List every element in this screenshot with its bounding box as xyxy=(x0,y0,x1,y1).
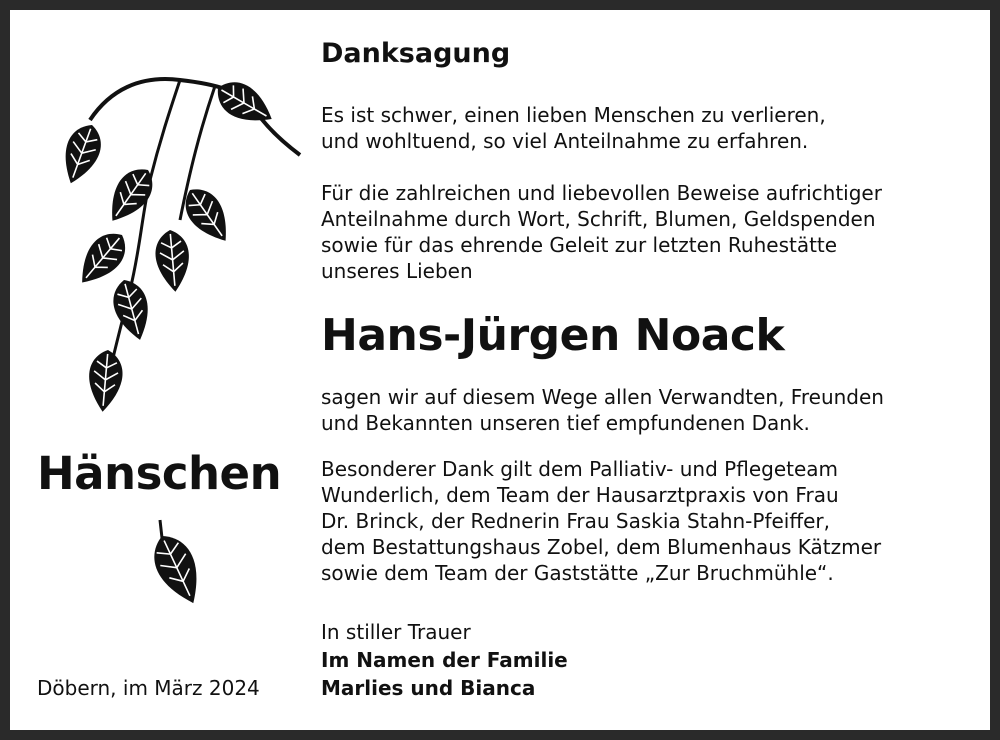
mourning-line: In stiller Trauer xyxy=(321,620,471,644)
intro-line: Es ist schwer, einen lieben Menschen zu verlieren, xyxy=(321,103,826,127)
intro-line: und wohltuend, so viel Anteilnahme zu erfahren. xyxy=(321,129,809,153)
notice-heading: Danksagung xyxy=(321,38,511,69)
special-line: Wunderlich, dem Team der Hausarztpraxis von Frau xyxy=(321,483,839,507)
leaf-icon xyxy=(138,518,198,613)
thanks-line: Für die zahlreichen und liebevollen Beweise aufrichtiger xyxy=(321,181,882,205)
special-line: sowie dem Team der Gaststätte „Zur Bruchmühle“. xyxy=(321,561,834,585)
gratitude-line: sagen wir auf diesem Wege allen Verwandten, Freunden xyxy=(321,385,884,409)
thanks-paragraph xyxy=(321,180,882,284)
intro-paragraph xyxy=(321,102,826,154)
family-line: Im Namen der Familie xyxy=(321,648,568,672)
special-line: Besonderer Dank gilt dem Palliativ- und Pflegeteam xyxy=(321,457,839,481)
special-line: Dr. Brinck, der Rednerin Frau Saskia Stahn-Pfeiffer, xyxy=(321,509,831,533)
gratitude-line: und Bekannten unseren tief empfundenen Dank. xyxy=(321,411,810,435)
special-thanks-paragraph xyxy=(321,456,881,586)
names-line: Marlies und Bianca xyxy=(321,676,536,700)
deceased-name: Hans-Jürgen Noack xyxy=(321,310,785,361)
nickname: Hänschen xyxy=(37,447,282,500)
thanks-line: unseres Lieben xyxy=(321,259,473,283)
place-date: Döbern, im März 2024 xyxy=(37,676,260,700)
obituary-card xyxy=(10,10,990,730)
thanks-line: sowie für das ehrende Geleit zur letzten Ruhestätte xyxy=(321,233,838,257)
gratitude-paragraph xyxy=(321,384,884,436)
special-line: dem Bestattungshaus Zobel, dem Blumenhaus Kätzmer xyxy=(321,535,882,559)
left-column xyxy=(10,10,310,730)
birch-branch-icon xyxy=(50,50,310,430)
signature-block xyxy=(321,618,568,702)
thanks-line: Anteilnahme durch Wort, Schrift, Blumen, Geldspenden xyxy=(321,207,876,231)
